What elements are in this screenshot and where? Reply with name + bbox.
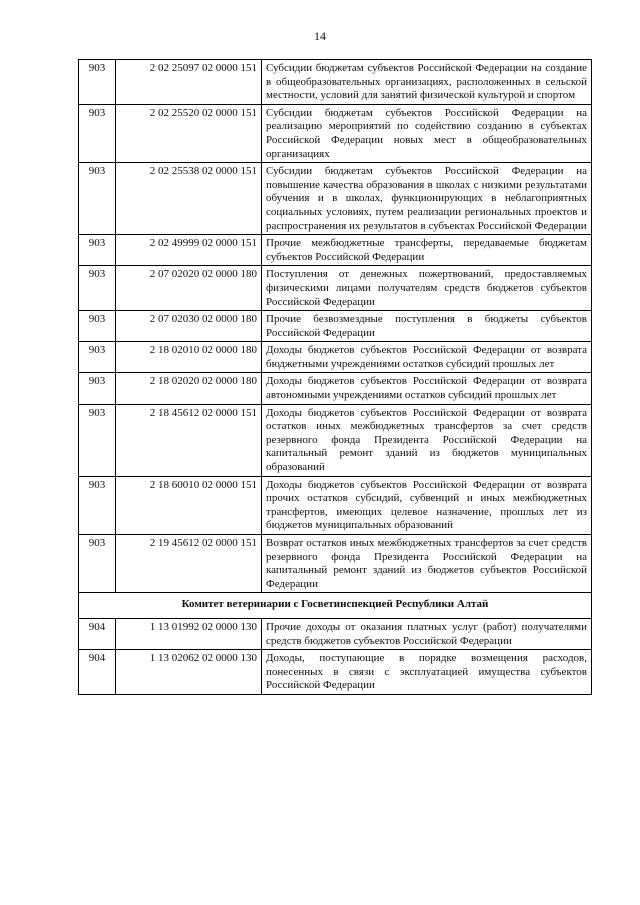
admin-code-cell: 903 — [79, 163, 116, 235]
budget-code-cell: 2 18 02010 02 0000 180 — [116, 342, 262, 373]
revenue-codes-table — [78, 59, 592, 695]
budget-code-cell: 2 18 02020 02 0000 180 — [116, 373, 262, 404]
admin-code-cell: 904 — [79, 650, 116, 695]
budget-code-cell: 2 02 25538 02 0000 151 — [116, 163, 262, 235]
revenue-name-cell: Прочие доходы от оказания платных услуг (работ) получателями средств бюджетов субъектов Российской Федерации — [262, 618, 592, 649]
admin-code-cell: 903 — [79, 235, 116, 266]
section-title: Комитет ветеринарии с Госветинспекцией Республики Алтай — [79, 593, 592, 619]
budget-code-cell: 1 13 02062 02 0000 130 — [116, 650, 262, 695]
admin-code-cell: 903 — [79, 311, 116, 342]
revenue-name-cell: Поступления от денежных пожертвований, предоставляемых физическими лицами получателям средств бюджетов субъектов Российской Федерации — [262, 266, 592, 311]
table-row — [79, 104, 592, 162]
revenue-name-cell: Субсидии бюджетам субъектов Российской Федерации на повышение качества образования в школах с низкими результатами обучения и в школах, функционирующих в неблагоприятных социальных условиях, путем реализации региональных проектов и распространения их результатов в субъектах Российской Федерации — [262, 163, 592, 235]
table-row — [79, 535, 592, 593]
budget-code-cell: 2 02 25097 02 0000 151 — [116, 60, 262, 105]
page-number: 14 — [314, 29, 326, 43]
budget-code-cell: 2 07 02030 02 0000 180 — [116, 311, 262, 342]
revenue-name-cell: Доходы, поступающие в порядке возмещения расходов, понесенных в связи с эксплуатацией имущества субъектов Российской Федерации — [262, 650, 592, 695]
admin-code-cell: 903 — [79, 104, 116, 162]
budget-code-cell: 2 02 25520 02 0000 151 — [116, 104, 262, 162]
admin-code-cell: 903 — [79, 373, 116, 404]
table-row — [79, 163, 592, 235]
revenue-name-cell: Возврат остатков иных межбюджетных трансфертов за счет средств резервного фонда Президента Российской Федерации на капитальный ремонт зданий из бюджетов субъектов Российской Федерации — [262, 535, 592, 593]
section-header-row — [79, 593, 592, 619]
table-body — [79, 60, 592, 695]
admin-code-cell: 903 — [79, 535, 116, 593]
revenue-name-cell: Субсидии бюджетам субъектов Российской Федерации на создание в общеобразовательных организациях, расположенных в сельской местности, условий для занятий физической культурой и спортом — [262, 60, 592, 105]
budget-code-cell: 2 02 49999 02 0000 151 — [116, 235, 262, 266]
revenue-name-cell: Доходы бюджетов субъектов Российской Федерации от возврата прочих остатков субсидий, субвенций и иных межбюджетных трансфертов, имеющих целевое назначение, прошлых лет из бюджетов муниципальных образований — [262, 476, 592, 534]
table-row — [79, 60, 592, 105]
revenue-name-cell: Субсидии бюджетам субъектов Российской Федерации на реализацию мероприятий по содействию созданию в субъектах Российской Федерации новых мест в общеобразовательных организациях — [262, 104, 592, 162]
revenue-name-cell: Доходы бюджетов субъектов Российской Федерации от возврата бюджетными учреждениями остатков субсидий прошлых лет — [262, 342, 592, 373]
budget-code-cell: 2 18 60010 02 0000 151 — [116, 476, 262, 534]
admin-code-cell: 903 — [79, 60, 116, 105]
budget-code-cell: 2 18 45612 02 0000 151 — [116, 404, 262, 476]
table-row — [79, 476, 592, 534]
table-row — [79, 342, 592, 373]
table-row — [79, 650, 592, 695]
admin-code-cell: 903 — [79, 476, 116, 534]
budget-code-cell: 1 13 01992 02 0000 130 — [116, 618, 262, 649]
table-row — [79, 618, 592, 649]
table-row — [79, 404, 592, 476]
table-row — [79, 311, 592, 342]
admin-code-cell: 903 — [79, 404, 116, 476]
table-row — [79, 235, 592, 266]
admin-code-cell: 904 — [79, 618, 116, 649]
admin-code-cell: 903 — [79, 342, 116, 373]
revenue-name-cell: Доходы бюджетов субъектов Российской Федерации от возврата остатков иных межбюджетных трансфертов за счет средств резервного фонда Президента Российской Федерации на капитальный ремонт зданий из бюджетов муниципальных образований — [262, 404, 592, 476]
revenue-name-cell: Прочие межбюджетные трансферты, передаваемые бюджетам субъектов Российской Федерации — [262, 235, 592, 266]
table-row — [79, 373, 592, 404]
revenue-name-cell: Прочие безвозмездные поступления в бюджеты субъектов Российской Федерации — [262, 311, 592, 342]
budget-code-cell: 2 19 45612 02 0000 151 — [116, 535, 262, 593]
table-row — [79, 266, 592, 311]
admin-code-cell: 903 — [79, 266, 116, 311]
revenue-name-cell: Доходы бюджетов субъектов Российской Федерации от возврата автономными учреждениями остатков субсидий прошлых лет — [262, 373, 592, 404]
budget-code-cell: 2 07 02020 02 0000 180 — [116, 266, 262, 311]
